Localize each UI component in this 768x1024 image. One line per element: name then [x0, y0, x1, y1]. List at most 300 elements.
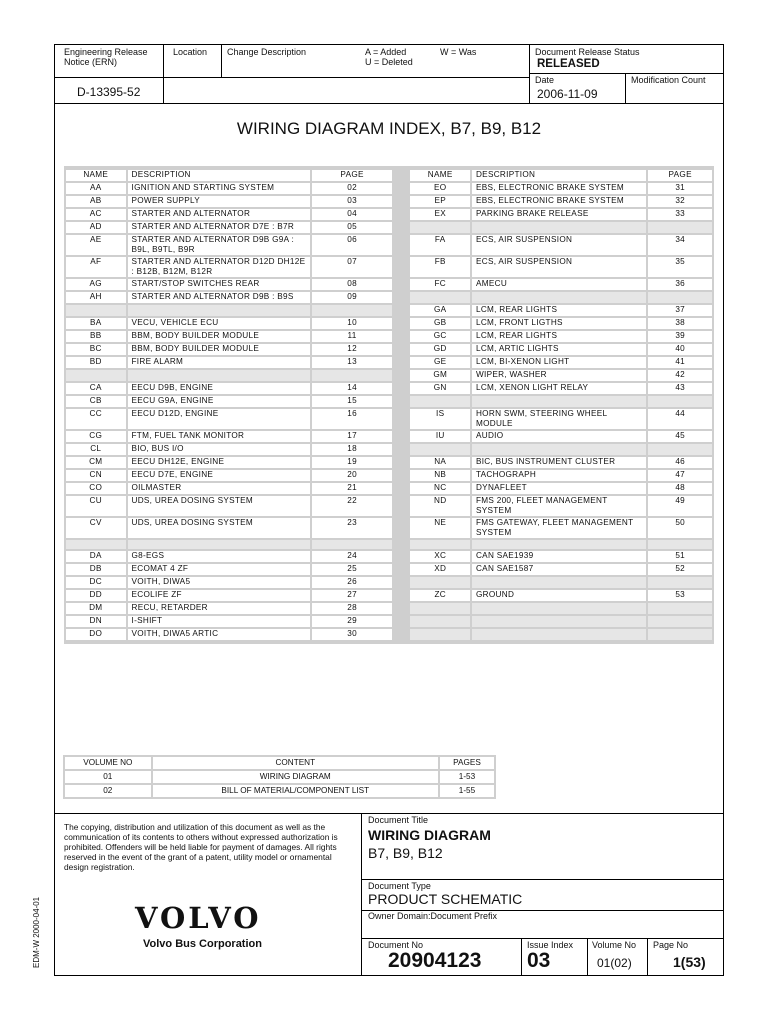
- table-row: [66, 457, 712, 468]
- page-no-label: Page No: [653, 940, 689, 950]
- row-page: [648, 444, 712, 455]
- row-description: STARTER AND ALTERNATOR D7E : B7R: [128, 222, 311, 233]
- row-name: [410, 540, 470, 549]
- row-page: 13: [312, 357, 392, 368]
- row-name: AG: [66, 279, 126, 290]
- row-page: 52: [648, 564, 712, 575]
- col-header-name: NAME: [410, 170, 470, 181]
- row-page: 43: [648, 383, 712, 394]
- row-name: CB: [66, 396, 126, 407]
- document-no-label: Document No: [368, 940, 424, 950]
- row-name: AB: [66, 196, 126, 207]
- row-page: 35: [648, 257, 712, 277]
- row-description: EECU D7E, ENGINE: [128, 470, 311, 481]
- table-row: [66, 318, 712, 329]
- row-name: [410, 577, 470, 588]
- table-row: [66, 540, 712, 549]
- row-description: [472, 444, 646, 455]
- row-name: NC: [410, 483, 470, 494]
- row-description: [472, 292, 646, 303]
- row-page: 28: [312, 603, 392, 614]
- row-name: CO: [66, 483, 126, 494]
- row-description: LCM, FRONT LIGTHS: [472, 318, 646, 329]
- row-page: 10: [312, 318, 392, 329]
- column-gap: [394, 222, 408, 233]
- table-row: [66, 196, 712, 207]
- row-description: LCM, XENON LIGHT RELAY: [472, 383, 646, 394]
- owner-domain-label: Owner Domain:Document Prefix: [368, 911, 498, 921]
- row-name: AC: [66, 209, 126, 220]
- row-page: 23: [312, 518, 392, 538]
- row-name: GD: [410, 344, 470, 355]
- table-row: [66, 431, 712, 442]
- form-code: EDM-W 2000-04-01: [32, 896, 41, 968]
- row-name: CL: [66, 444, 126, 455]
- table-row: [66, 235, 712, 255]
- row-description: BIO, BUS I/O: [128, 444, 311, 455]
- row-description: ECS, AIR SUSPENSION: [472, 235, 646, 255]
- issue-index-label: Issue Index: [527, 940, 574, 950]
- row-page: 22: [312, 496, 392, 516]
- row-description: IGNITION AND STARTING SYSTEM: [128, 183, 311, 194]
- row-page: 27: [312, 590, 392, 601]
- row-page: 14: [312, 383, 392, 394]
- column-gap: [394, 496, 408, 516]
- row-page: 24: [312, 551, 392, 562]
- volume-content: BILL OF MATERIAL/COMPONENT LIST: [153, 785, 438, 797]
- table-row: [66, 305, 712, 316]
- table-row: [66, 444, 712, 455]
- table-row: [66, 577, 712, 588]
- row-name: BB: [66, 331, 126, 342]
- row-description: VOITH, DIWA5: [128, 577, 311, 588]
- row-description: POWER SUPPLY: [128, 196, 311, 207]
- row-page: 33: [648, 209, 712, 220]
- column-gap: [394, 577, 408, 588]
- row-page: [648, 540, 712, 549]
- row-description: HORN SWM, STEERING WHEEL MODULE: [472, 409, 646, 429]
- copyright-notice: The copying, distribution and utilization of this document as well as the communication of its contents to others without expressed authorization is prohibited. Offenders will be held liable for payment of damages. All rights reserved in the event of the grant of a patent, utility model or ornamental design registration.: [64, 822, 338, 872]
- row-page: [648, 629, 712, 640]
- legend-added: A = Added: [365, 47, 407, 57]
- table-row: [66, 222, 712, 233]
- row-page: 05: [312, 222, 392, 233]
- row-name: ND: [410, 496, 470, 516]
- row-name: [410, 396, 470, 407]
- row-page: 08: [312, 279, 392, 290]
- row-page: 12: [312, 344, 392, 355]
- row-name: CM: [66, 457, 126, 468]
- row-page: 34: [648, 235, 712, 255]
- column-gap: [394, 383, 408, 394]
- row-page: [312, 305, 392, 316]
- row-name: DC: [66, 577, 126, 588]
- document-no-value: 20904123: [388, 949, 482, 972]
- row-page: 18: [312, 444, 392, 455]
- row-description: EECU D9B, ENGINE: [128, 383, 311, 394]
- volume-no: 02: [65, 785, 151, 797]
- row-description: BBM, BODY BUILDER MODULE: [128, 344, 311, 355]
- row-description: FMS 200, FLEET MANAGEMENT SYSTEM: [472, 496, 646, 516]
- row-name: DN: [66, 616, 126, 627]
- volume-no: 01: [65, 771, 151, 783]
- document-title-line1: WIRING DIAGRAM: [368, 827, 491, 843]
- column-gap: [394, 564, 408, 575]
- row-description: EBS, ELECTRONIC BRAKE SYSTEM: [472, 196, 646, 207]
- table-row: [66, 496, 712, 516]
- row-name: BD: [66, 357, 126, 368]
- col-header-name: NAME: [66, 170, 126, 181]
- row-name: DA: [66, 551, 126, 562]
- row-name: FC: [410, 279, 470, 290]
- row-page: 02: [312, 183, 392, 194]
- row-description: LCM, REAR LIGHTS: [472, 305, 646, 316]
- row-description: [472, 222, 646, 233]
- column-gap: [394, 444, 408, 455]
- row-page: [648, 396, 712, 407]
- row-page: 32: [648, 196, 712, 207]
- row-page: 19: [312, 457, 392, 468]
- row-page: 47: [648, 470, 712, 481]
- column-gap: [394, 629, 408, 640]
- column-gap: [394, 370, 408, 381]
- row-description: AMECU: [472, 279, 646, 290]
- volume-table: [63, 755, 496, 799]
- col-header-pages: PAGES: [440, 757, 494, 769]
- column-gap: [394, 431, 408, 442]
- row-name: [410, 616, 470, 627]
- row-page: 25: [312, 564, 392, 575]
- row-description: STARTER AND ALTERNATOR D12D DH12E : B12B, B12M, B12R: [128, 257, 311, 277]
- row-name: IU: [410, 431, 470, 442]
- volvo-logo: VOLVO: [135, 901, 262, 935]
- row-page: 42: [648, 370, 712, 381]
- row-name: NB: [410, 470, 470, 481]
- row-description: STARTER AND ALTERNATOR: [128, 209, 311, 220]
- row-page: 26: [312, 577, 392, 588]
- table-row: [66, 257, 712, 277]
- row-name: [66, 370, 126, 381]
- column-gap: [394, 470, 408, 481]
- row-description: RECU, RETARDER: [128, 603, 311, 614]
- row-name: AA: [66, 183, 126, 194]
- row-name: AH: [66, 292, 126, 303]
- table-row: [66, 209, 712, 220]
- row-name: GM: [410, 370, 470, 381]
- col-header-description: DESCRIPTION: [128, 170, 311, 181]
- row-page: 29: [312, 616, 392, 627]
- row-page: 41: [648, 357, 712, 368]
- row-name: FA: [410, 235, 470, 255]
- row-description: EECU DH12E, ENGINE: [128, 457, 311, 468]
- row-description: [472, 540, 646, 549]
- table-row: [66, 564, 712, 575]
- row-description: EECU G9A, ENGINE: [128, 396, 311, 407]
- col-header-volume-no: VOLUME NO: [65, 757, 151, 769]
- row-name: [410, 629, 470, 640]
- column-gap: [394, 209, 408, 220]
- row-description: LCM, ARTIC LIGHTS: [472, 344, 646, 355]
- row-name: DO: [66, 629, 126, 640]
- col-header-page: PAGE: [312, 170, 392, 181]
- table-row: [66, 409, 712, 429]
- row-name: DM: [66, 603, 126, 614]
- row-description: TACHOGRAPH: [472, 470, 646, 481]
- row-description: CAN SAE1587: [472, 564, 646, 575]
- row-name: CV: [66, 518, 126, 538]
- table-row: [66, 603, 712, 614]
- column-gap: [394, 196, 408, 207]
- volume-header-row: [65, 757, 494, 769]
- column-gap: [394, 235, 408, 255]
- row-name: GN: [410, 383, 470, 394]
- row-page: 09: [312, 292, 392, 303]
- table-row: [66, 629, 712, 640]
- row-name: [66, 305, 126, 316]
- row-description: BBM, BODY BUILDER MODULE: [128, 331, 311, 342]
- row-description: ECOMAT 4 ZF: [128, 564, 311, 575]
- row-description: LCM, REAR LIGHTS: [472, 331, 646, 342]
- row-name: XD: [410, 564, 470, 575]
- row-page: 48: [648, 483, 712, 494]
- row-description: VOITH, DIWA5 ARTIC: [128, 629, 311, 640]
- table-row: [66, 551, 712, 562]
- document-type-label: Document Type: [368, 881, 431, 891]
- row-description: DYNAFLEET: [472, 483, 646, 494]
- row-page: 21: [312, 483, 392, 494]
- column-gap: [394, 396, 408, 407]
- row-page: 53: [648, 590, 712, 601]
- column-gap: [394, 318, 408, 329]
- table-row: [66, 357, 712, 368]
- document-title-label: Document Title: [368, 815, 429, 825]
- row-description: [128, 370, 311, 381]
- row-description: OILMASTER: [128, 483, 311, 494]
- column-gap: [394, 616, 408, 627]
- row-name: CG: [66, 431, 126, 442]
- legend-deleted: U = Deleted: [365, 57, 413, 67]
- legend-was: W = Was: [440, 47, 477, 57]
- row-description: ECS, AIR SUSPENSION: [472, 257, 646, 277]
- table-row: [66, 344, 712, 355]
- table-row: [66, 279, 712, 290]
- row-name: GC: [410, 331, 470, 342]
- row-page: 04: [312, 209, 392, 220]
- row-page: [648, 222, 712, 233]
- row-page: 45: [648, 431, 712, 442]
- row-page: 49: [648, 496, 712, 516]
- row-name: NA: [410, 457, 470, 468]
- row-page: 36: [648, 279, 712, 290]
- row-page: [648, 603, 712, 614]
- row-name: [410, 603, 470, 614]
- column-gap: [394, 603, 408, 614]
- row-description: FMS GATEWAY, FLEET MANAGEMENT SYSTEM: [472, 518, 646, 538]
- column-gap: [394, 518, 408, 538]
- column-gap: [394, 257, 408, 277]
- column-gap: [394, 357, 408, 368]
- column-gap: [394, 409, 408, 429]
- row-name: CU: [66, 496, 126, 516]
- row-name: NE: [410, 518, 470, 538]
- row-page: 30: [312, 629, 392, 640]
- row-name: CC: [66, 409, 126, 429]
- row-description: CAN SAE1939: [472, 551, 646, 562]
- volume-pages: 1-53: [440, 771, 494, 783]
- row-page: [312, 370, 392, 381]
- row-page: 03: [312, 196, 392, 207]
- row-description: FTM, FUEL TANK MONITOR: [128, 431, 311, 442]
- column-gap: [394, 344, 408, 355]
- row-name: EX: [410, 209, 470, 220]
- table-row: [66, 590, 712, 601]
- row-description: PARKING BRAKE RELEASE: [472, 209, 646, 220]
- row-page: 46: [648, 457, 712, 468]
- row-page: 40: [648, 344, 712, 355]
- col-header-page: PAGE: [648, 170, 712, 181]
- row-name: DB: [66, 564, 126, 575]
- row-name: GA: [410, 305, 470, 316]
- volume-no-label: Volume No: [592, 940, 637, 950]
- document-frame: [54, 44, 724, 976]
- row-description: UDS, UREA DOSING SYSTEM: [128, 496, 311, 516]
- row-description: AUDIO: [472, 431, 646, 442]
- table-row: [66, 292, 712, 303]
- ern-number: D-13395-52: [77, 85, 141, 99]
- row-description: WIPER, WASHER: [472, 370, 646, 381]
- row-page: 16: [312, 409, 392, 429]
- row-name: IS: [410, 409, 470, 429]
- row-description: EECU D12D, ENGINE: [128, 409, 311, 429]
- page-no-value: 1(53): [673, 954, 706, 970]
- table-row: [66, 470, 712, 481]
- row-description: I-SHIFT: [128, 616, 311, 627]
- column-gap: [394, 183, 408, 194]
- row-description: STARTER AND ALTERNATOR D9B G9A : B9L, B9TL, B9R: [128, 235, 311, 255]
- row-page: 44: [648, 409, 712, 429]
- row-name: AE: [66, 235, 126, 255]
- row-name: [410, 292, 470, 303]
- row-description: VECU, VEHICLE ECU: [128, 318, 311, 329]
- row-page: 17: [312, 431, 392, 442]
- index-header-row: [66, 170, 712, 181]
- row-name: [410, 444, 470, 455]
- row-description: [128, 305, 311, 316]
- modification-count-label: Modification Count: [631, 75, 706, 85]
- table-row: [66, 518, 712, 538]
- table-row: [66, 396, 712, 407]
- row-page: 11: [312, 331, 392, 342]
- row-name: AD: [66, 222, 126, 233]
- row-name: CN: [66, 470, 126, 481]
- table-row: [66, 331, 712, 342]
- column-gap: [394, 331, 408, 342]
- row-description: GROUND: [472, 590, 646, 601]
- row-page: 15: [312, 396, 392, 407]
- row-page: [648, 616, 712, 627]
- row-description: G8-EGS: [128, 551, 311, 562]
- table-row: [65, 785, 494, 797]
- document-type-value: PRODUCT SCHEMATIC: [368, 891, 523, 907]
- row-name: GB: [410, 318, 470, 329]
- row-name: BC: [66, 344, 126, 355]
- date-value: 2006-11-09: [537, 87, 598, 101]
- row-page: 51: [648, 551, 712, 562]
- table-row: [66, 483, 712, 494]
- release-status-value: RELEASED: [537, 58, 600, 70]
- volume-pages: 1-55: [440, 785, 494, 797]
- row-name: XC: [410, 551, 470, 562]
- column-gap: [394, 457, 408, 468]
- row-name: DD: [66, 590, 126, 601]
- row-page: [648, 577, 712, 588]
- row-description: [472, 616, 646, 627]
- row-description: START/STOP SWITCHES REAR: [128, 279, 311, 290]
- row-name: AF: [66, 257, 126, 277]
- column-gap: [394, 170, 408, 181]
- change-description-label: Change Description: [227, 47, 307, 57]
- row-name: ZC: [410, 590, 470, 601]
- col-header-content: CONTENT: [153, 757, 438, 769]
- column-gap: [394, 540, 408, 549]
- row-description: FIRE ALARM: [128, 357, 311, 368]
- row-page: 06: [312, 235, 392, 255]
- table-row: [66, 183, 712, 194]
- row-description: [472, 629, 646, 640]
- page-title: WIRING DIAGRAM INDEX, B7, B9, B12: [236, 119, 542, 138]
- row-description: [472, 603, 646, 614]
- row-page: [648, 292, 712, 303]
- col-header-description: DESCRIPTION: [472, 170, 646, 181]
- row-page: 37: [648, 305, 712, 316]
- location-label: Location: [173, 47, 208, 57]
- date-label: Date: [535, 75, 555, 85]
- row-name: BA: [66, 318, 126, 329]
- row-description: STARTER AND ALTERNATOR D9B : B9S: [128, 292, 311, 303]
- volume-content: WIRING DIAGRAM: [153, 771, 438, 783]
- row-name: [66, 540, 126, 549]
- row-name: CA: [66, 383, 126, 394]
- row-page: 50: [648, 518, 712, 538]
- release-status-label: Document Release Status: [535, 47, 640, 57]
- row-name: GE: [410, 357, 470, 368]
- volume-no-value: 01(02): [597, 956, 632, 970]
- table-row: [66, 383, 712, 394]
- row-page: 07: [312, 257, 392, 277]
- row-name: [410, 222, 470, 233]
- row-description: UDS, UREA DOSING SYSTEM: [128, 518, 311, 538]
- row-description: ECOLIFE ZF: [128, 590, 311, 601]
- row-description: EBS, ELECTRONIC BRAKE SYSTEM: [472, 183, 646, 194]
- row-description: LCM, BI-XENON LIGHT: [472, 357, 646, 368]
- issue-index-value: 03: [527, 949, 551, 972]
- row-page: 31: [648, 183, 712, 194]
- row-name: FB: [410, 257, 470, 277]
- row-page: 38: [648, 318, 712, 329]
- row-description: BIC, BUS INSTRUMENT CLUSTER: [472, 457, 646, 468]
- column-gap: [394, 483, 408, 494]
- column-gap: [394, 279, 408, 290]
- row-page: [312, 540, 392, 549]
- row-description: [472, 577, 646, 588]
- row-page: 39: [648, 331, 712, 342]
- company-name: Volvo Bus Corporation: [143, 938, 262, 950]
- document-title-line2: B7, B9, B12: [368, 845, 443, 861]
- table-row: [65, 771, 494, 783]
- row-name: EO: [410, 183, 470, 194]
- wiring-index-table: [64, 166, 714, 644]
- column-gap: [394, 590, 408, 601]
